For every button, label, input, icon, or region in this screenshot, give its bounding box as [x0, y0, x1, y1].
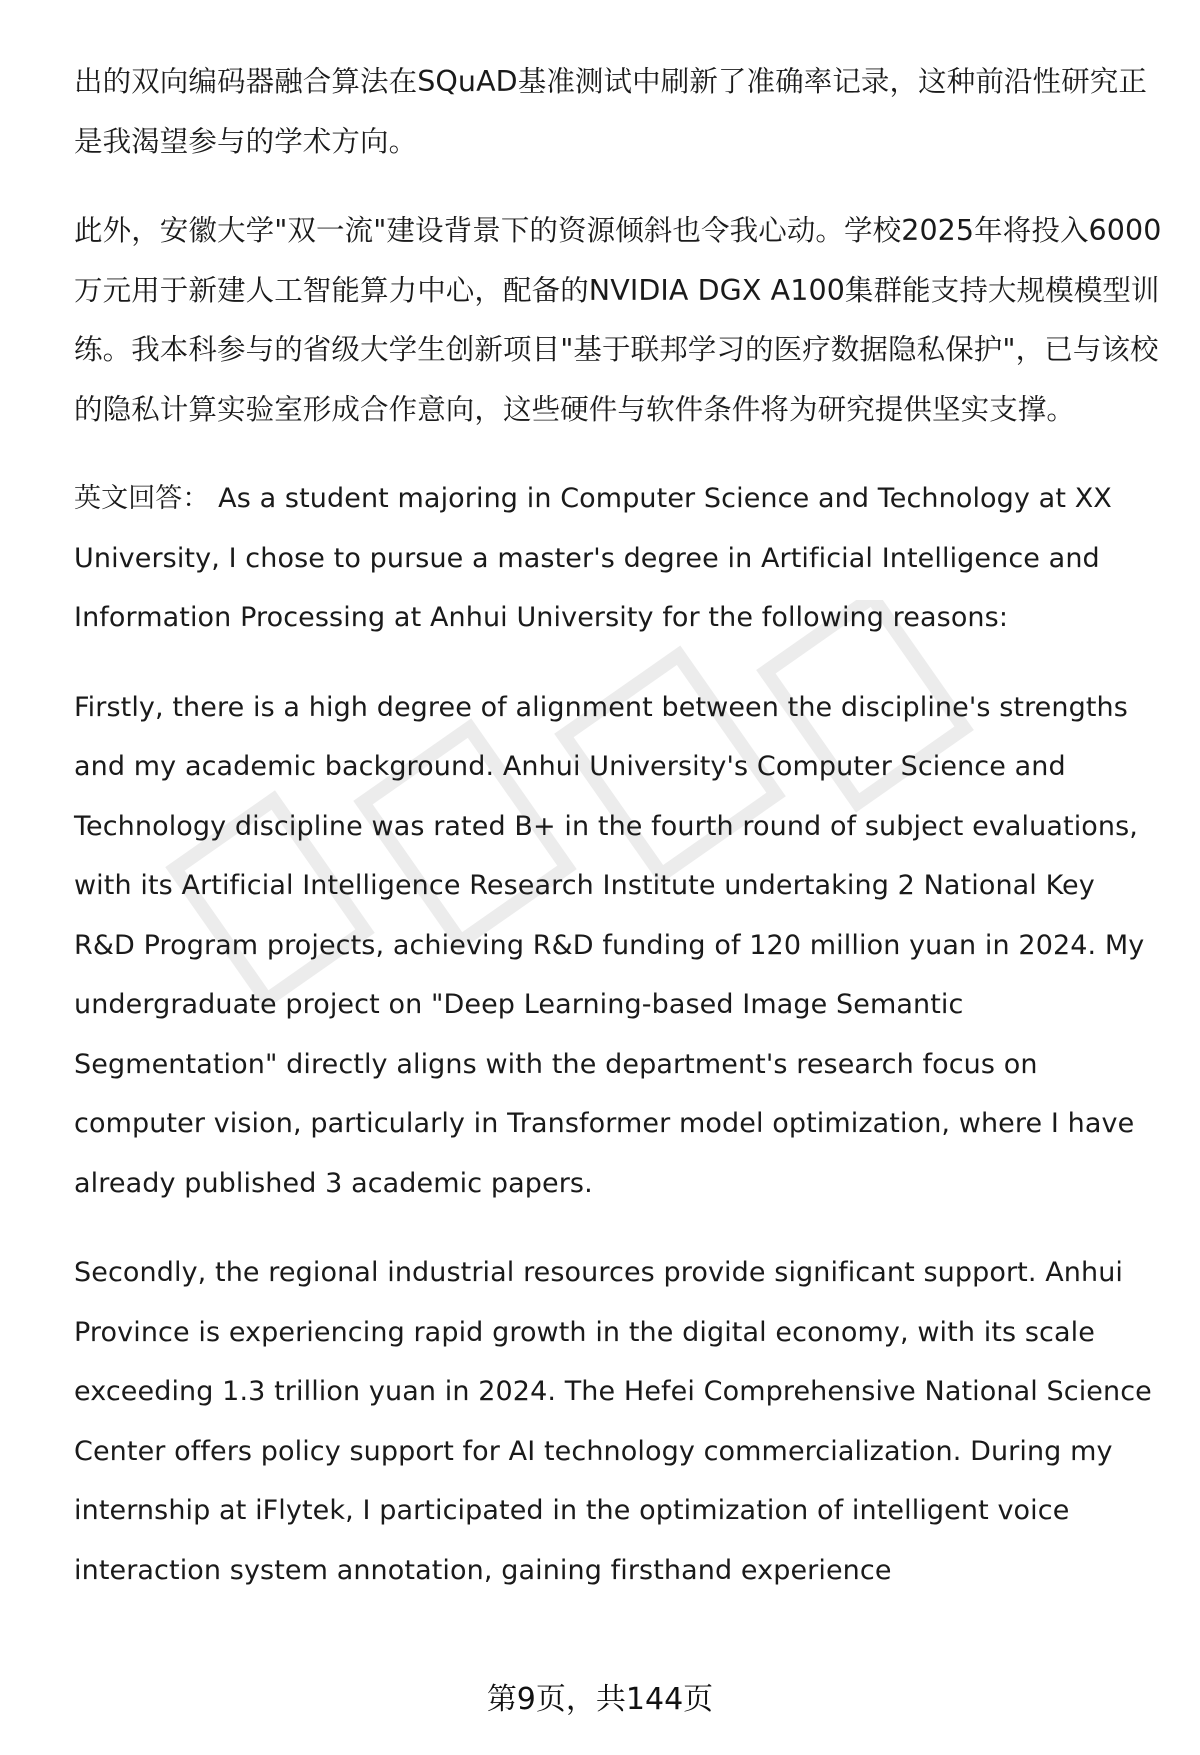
paragraph-cn-resources: 此外，安徽大学"双一流"建设背景下的资源倾斜也令我心动。学校2025年将投入6000万元用于新建人工智能算力中心，配备的NVIDIA DGX A100集群能支持大规模模型训练。我本科参与的省级大学生创新项目"基于联邦学习的医疗数据隐私保护"，已与该校的隐私计算实验室形成合作意向，这些硬件与软件条件将为研究提供坚实支撑。 [74, 214, 1162, 426]
document-body [74, 52, 1164, 1630]
paragraph-en-firstly: Firstly, there is a high degree of alignment between the discipline's strengths and my academic background. Anhui University's Computer Science and Technology discipline was rated B+ in the fourth round of subject evaluations, with its Artificial Intelligence Research Institute undertaking 2 National Key R&D Program projects, achieving R&D funding of 120 million yuan in 2024. My undergraduate project on "Deep Learning-based Image Semantic Segmentation" directly aligns with the department's research focus on computer vision, particularly in Transformer model optimization, where I have already published 3 academic papers. [74, 691, 1145, 1199]
paragraph-en-intro: 英文回答： As a student majoring in Computer Science and Technology at XX University, I chose to pursue a master's degree in Artificial Intelligence and Information Processing at Anhui University for the following reasons: [74, 483, 1112, 633]
paragraph-en-secondly: Secondly, the regional industrial resources provide significant support. Anhui Province is experiencing rapid growth in the digital economy, with its scale exceeding 1.3 trillion yuan in 2024. The Hefei Comprehensive National Science Center offers policy support for AI technology commercialization. During my internship at iFlytek, I participated in the optimization of intelligent voice interaction system annotation, gaining firsthand experience [74, 1257, 1152, 1586]
paragraph-cn-continuation: 出的双向编码器融合算法在SQuAD基准测试中刷新了准确率记录，这种前沿性研究正是我渴望参与的学术方向。 [74, 65, 1147, 158]
page-number-footer: 第9页，共144页 [486, 1682, 714, 1717]
